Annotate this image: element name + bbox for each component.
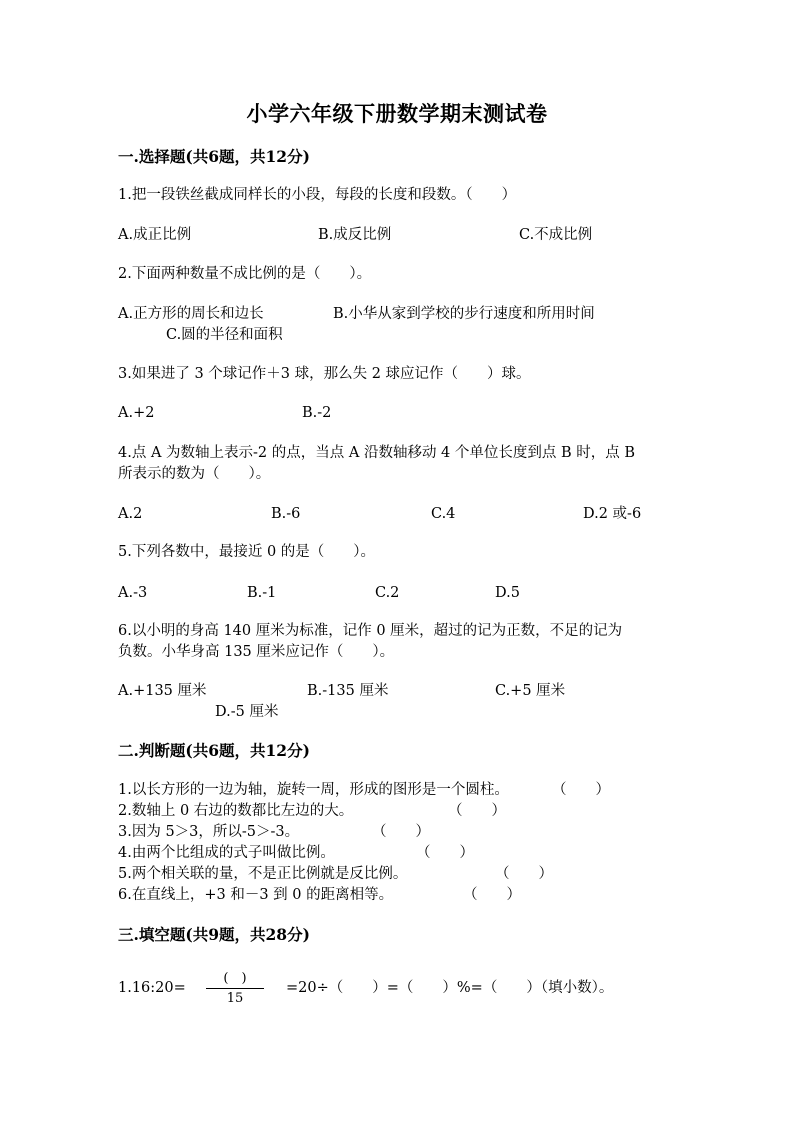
option-3a: A.+2 bbox=[118, 405, 155, 421]
question-2: 2.下面两种数量不成比例的是（ ）。 bbox=[118, 266, 372, 282]
judge-blank-2: （ ） bbox=[448, 803, 506, 819]
fill-question-1-suffix: =20÷（ ）=（ ）%=（ ）（填小数）。 bbox=[286, 980, 614, 996]
judge-blank-3: （ ） bbox=[372, 824, 430, 840]
judge-item-4: 4.由两个比组成的式子叫做比例。 bbox=[118, 845, 335, 861]
option-1a: A.成正比例 bbox=[118, 227, 192, 243]
judge-item-6: 6.在直线上，+3 和－3 到 0 的距离相等。 bbox=[118, 887, 394, 903]
option-4d: D.2 或-6 bbox=[583, 506, 642, 522]
option-5a: A.-3 bbox=[118, 585, 148, 601]
option-6d: D.-5 厘米 bbox=[215, 704, 279, 720]
judge-item-5: 5.两个相关联的量，不是正比例就是反比例。 bbox=[118, 866, 408, 882]
question-6-line2: 负数。小华身高 135 厘米应记作（ ）。 bbox=[118, 644, 395, 660]
page-title: 小学六年级下册数学期末测试卷 bbox=[246, 101, 548, 126]
question-4-line1: 4.点 A 为数轴上表示-2 的点，当点 A 沿数轴移动 4 个单位长度到点 B 时，点 B bbox=[118, 445, 636, 461]
question-3: 3.如果进了 3 个球记作＋3 球，那么失 2 球应记作（ ）球。 bbox=[118, 366, 531, 382]
fraction bbox=[206, 972, 264, 1005]
question-6-line1: 6.以小明的身高 140 厘米为标准，记作 0 厘米，超过的记为正数，不足的记为 bbox=[118, 623, 623, 639]
fraction-numerator: ( ) bbox=[223, 971, 247, 986]
judge-blank-6: （ ） bbox=[463, 887, 521, 903]
option-2c: C.圆的半径和面积 bbox=[166, 327, 283, 343]
fraction-bar bbox=[206, 988, 264, 989]
option-1b: B.成反比例 bbox=[318, 227, 392, 243]
option-1c: C.不成比例 bbox=[519, 227, 593, 243]
judge-blank-1: （ ） bbox=[552, 782, 610, 798]
option-5d: D.5 bbox=[495, 585, 520, 601]
judge-item-3: 3.因为 5＞3，所以-5＞-3。 bbox=[118, 824, 300, 840]
fraction-denominator: 15 bbox=[226, 991, 244, 1006]
judge-item-2: 2.数轴上 0 右边的数都比左边的大。 bbox=[118, 803, 354, 819]
option-6a: A.+135 厘米 bbox=[118, 683, 207, 699]
fill-question-1-prefix: 1.16:20= bbox=[118, 980, 186, 996]
option-6c: C.+5 厘米 bbox=[495, 683, 566, 699]
question-5: 5.下列各数中，最接近 0 的是（ ）。 bbox=[118, 544, 376, 560]
section-heading-judge: 二.判断题(共6题，共12分) bbox=[118, 741, 310, 760]
section-heading-fill: 三.填空题(共9题，共28分) bbox=[118, 925, 310, 944]
question-4-line2: 所表示的数为（ ）。 bbox=[118, 466, 271, 482]
section-heading-choice: 一.选择题(共6题，共12分) bbox=[118, 147, 310, 166]
option-4c: C.4 bbox=[431, 506, 456, 522]
question-1: 1.把一段铁丝截成同样长的小段，每段的长度和段数。（ ） bbox=[118, 187, 517, 203]
judge-item-1: 1.以长方形的一边为轴，旋转一周，形成的图形是一个圆柱。 bbox=[118, 782, 509, 798]
option-4a: A.2 bbox=[118, 506, 143, 522]
option-2b: B.小华从家到学校的步行速度和所用时间 bbox=[333, 306, 595, 322]
option-2a: A.正方形的周长和边长 bbox=[118, 306, 264, 322]
judge-blank-4: （ ） bbox=[416, 845, 474, 861]
option-4b: B.-6 bbox=[271, 506, 301, 522]
option-5b: B.-1 bbox=[247, 585, 277, 601]
option-5c: C.2 bbox=[375, 585, 400, 601]
option-6b: B.-135 厘米 bbox=[307, 683, 389, 699]
judge-blank-5: （ ） bbox=[495, 866, 553, 882]
option-3b: B.-2 bbox=[302, 405, 332, 421]
